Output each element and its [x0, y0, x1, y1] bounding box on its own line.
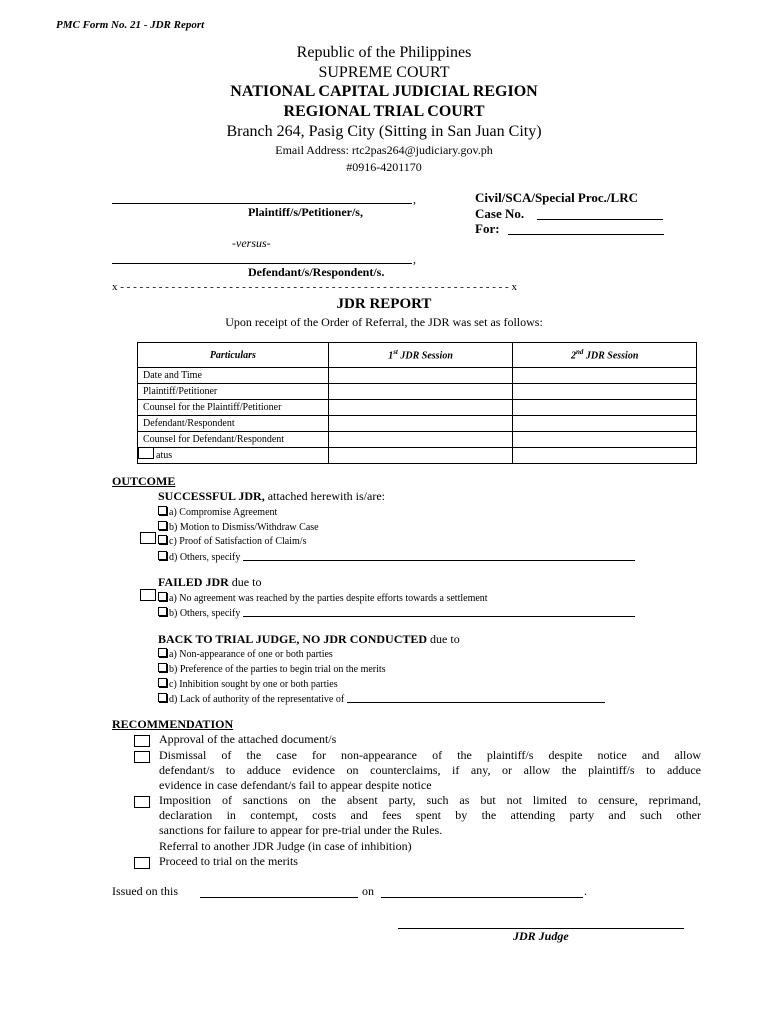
outcome-heading: OUTCOME: [112, 474, 176, 488]
representative-field[interactable]: [347, 692, 605, 703]
recommendation-checkbox-5[interactable]: [134, 857, 150, 869]
cell-first[interactable]: [328, 416, 513, 432]
cell-first[interactable]: [328, 384, 513, 400]
recommendation-item-3-line1: Imposition of sanctions on the absent party, such as but not limited to censure, reprimand,: [159, 793, 701, 807]
back-to-trial-heading: BACK TO TRIAL JUDGE, NO JDR CONDUCTED due to: [158, 632, 460, 646]
cell-first[interactable]: [328, 400, 513, 416]
plaintiff-label: Plaintiff/s/Petitioner/s,: [248, 205, 363, 219]
cell-second[interactable]: [513, 368, 697, 384]
table-row: [138, 400, 697, 416]
cell-first[interactable]: [328, 368, 513, 384]
header-supreme-court: SUPREME COURT: [318, 64, 450, 81]
cell-second[interactable]: [513, 416, 697, 432]
successful-jdr-checkbox[interactable]: [140, 532, 156, 544]
recommendation-item-5: Proceed to trial on the merits: [159, 854, 298, 868]
plaintiff-line: [112, 203, 412, 204]
col-particulars: Particulars: [138, 343, 329, 368]
recommendation-heading: RECOMMENDATION: [112, 717, 234, 731]
successful-option-b[interactable]: b) Motion to Dismiss/Withdraw Case: [158, 521, 319, 533]
table-row: [138, 416, 697, 432]
cell-first[interactable]: [328, 432, 513, 448]
issued-on-label: Issued on this: [112, 884, 178, 898]
checkbox-icon[interactable]: [158, 592, 167, 601]
for-field[interactable]: [508, 234, 664, 235]
checkbox-icon[interactable]: [158, 535, 167, 544]
on-label: on: [362, 884, 374, 898]
row-label: Date and Time: [138, 368, 329, 384]
issued-date-field[interactable]: [381, 897, 583, 898]
failed-jdr-checkbox[interactable]: [140, 589, 156, 601]
recommendation-checkbox-3[interactable]: [134, 796, 150, 808]
defendant-comma: ,: [413, 252, 416, 266]
row-label: Counsel for the Plaintiff/Petitioner: [138, 400, 329, 416]
recommendation-checkbox-1[interactable]: [134, 735, 150, 747]
cell-first[interactable]: [328, 448, 513, 464]
failed-option-b[interactable]: b) Others, specify: [158, 606, 635, 619]
checkbox-icon[interactable]: [158, 607, 167, 616]
header-region: NATIONAL CAPITAL JUDICIAL REGION: [230, 83, 538, 100]
defendant-line: [112, 263, 412, 264]
plaintiff-comma: ,: [413, 192, 416, 206]
issued-day-field[interactable]: [200, 897, 358, 898]
case-no-label: Case No.: [475, 206, 525, 221]
checkbox-icon[interactable]: [158, 521, 167, 530]
failed-option-a[interactable]: a) No agreement was reached by the parties despite efforts towards a settlement: [158, 592, 488, 604]
header-phone: #0916-4201170: [346, 160, 422, 174]
checkbox-icon[interactable]: [158, 693, 167, 702]
back-option-c[interactable]: c) Inhibition sought by one or both parties: [158, 678, 338, 690]
successful-option-a[interactable]: a) Compromise Agreement: [158, 506, 277, 518]
versus-label: -versus-: [232, 236, 271, 250]
checkbox-icon[interactable]: [158, 551, 167, 560]
cell-second[interactable]: [513, 400, 697, 416]
recommendation-item-1: Approval of the attached document/s: [159, 732, 337, 746]
case-type: Civil/SCA/Special Proc./LRC: [475, 190, 638, 205]
recommendation-item-2-line3: evidence in case defendant/s fail to appear despite notice: [159, 778, 432, 792]
period-mark: .: [584, 884, 587, 898]
others-specify-field[interactable]: [243, 606, 635, 617]
table-row: [138, 432, 697, 448]
table-row: [138, 448, 697, 464]
for-label: For:: [475, 221, 500, 236]
recommendation-item-3-line3: sanctions for failure to appear for pre-trial under the Rules.: [159, 823, 443, 837]
caption-separator: x - - - - - - - - - - - - - - - - - - - - - - - - - - - - - - - - - - - - - - - - - - - - - - - - - - - - - - - - - - - - - x: [112, 281, 517, 293]
successful-jdr-heading: SUCCESSFUL JDR, attached herewith is/are:: [158, 489, 385, 503]
checkbox-icon[interactable]: [158, 663, 167, 672]
checkbox-icon[interactable]: [158, 648, 167, 657]
cell-second[interactable]: [513, 432, 697, 448]
row-label: atus: [138, 448, 329, 464]
col-second-session: 2nd JDR Session: [513, 343, 697, 368]
checkbox-icon[interactable]: [158, 506, 167, 515]
report-title: JDR REPORT: [336, 296, 432, 312]
table-row: [138, 384, 697, 400]
recommendation-item-3-line2: declaration in contempt, costs and fees spent by the attending party and such other: [159, 808, 701, 822]
row-label: Defendant/Respondent: [138, 416, 329, 432]
intro-text: Upon receipt of the Order of Referral, the JDR was set as follows:: [225, 315, 543, 329]
failed-jdr-heading: FAILED JDR due to: [158, 575, 262, 589]
back-option-b[interactable]: b) Preference of the parties to begin trial on the merits: [158, 663, 386, 675]
checkbox-icon[interactable]: [158, 678, 167, 687]
defendant-label: Defendant/s/Respondent/s.: [248, 265, 385, 279]
successful-option-c[interactable]: c) Proof of Satisfaction of Claim/s: [158, 535, 306, 547]
jdr-schedule-table: [137, 342, 697, 464]
others-specify-field[interactable]: [243, 550, 635, 561]
form-label: PMC Form No. 21 - JDR Report: [56, 19, 205, 31]
recommendation-item-2-line1: Dismissal of the case for non-appearance of the plaintiff/s despite notice and allow: [159, 748, 701, 762]
row-label: Counsel for Defendant/Respondent: [138, 432, 329, 448]
header-rtc: REGIONAL TRIAL COURT: [283, 103, 485, 120]
col-first-session: 1st JDR Session: [328, 343, 513, 368]
recommendation-item-2-line2: defendant/s to adduce evidence on counterclaims, if any, or allow the plaintiff/s to adduce: [159, 763, 701, 777]
table-row: [138, 368, 697, 384]
jdr-judge-label: JDR Judge: [513, 929, 569, 943]
cell-second[interactable]: [513, 448, 697, 464]
cell-second[interactable]: [513, 384, 697, 400]
header-email: Email Address: rtc2pas264@judiciary.gov.ph: [275, 143, 493, 157]
recommendation-checkbox-2[interactable]: [134, 751, 150, 763]
header-branch: Branch 264, Pasig City (Sitting in San Juan City): [226, 123, 542, 140]
status-overlay-checkbox[interactable]: [138, 447, 154, 459]
recommendation-item-4: Referral to another JDR Judge (in case of inhibition): [159, 839, 412, 853]
case-no-field[interactable]: [537, 219, 663, 220]
back-option-a[interactable]: a) Non-appearance of one or both parties: [158, 648, 333, 660]
header-republic: Republic of the Philippines: [296, 44, 472, 61]
back-option-d[interactable]: d) Lack of authority of the representative of: [158, 692, 605, 705]
successful-option-d[interactable]: d) Others, specify: [158, 550, 635, 563]
row-label: Plaintiff/Petitioner: [138, 384, 329, 400]
